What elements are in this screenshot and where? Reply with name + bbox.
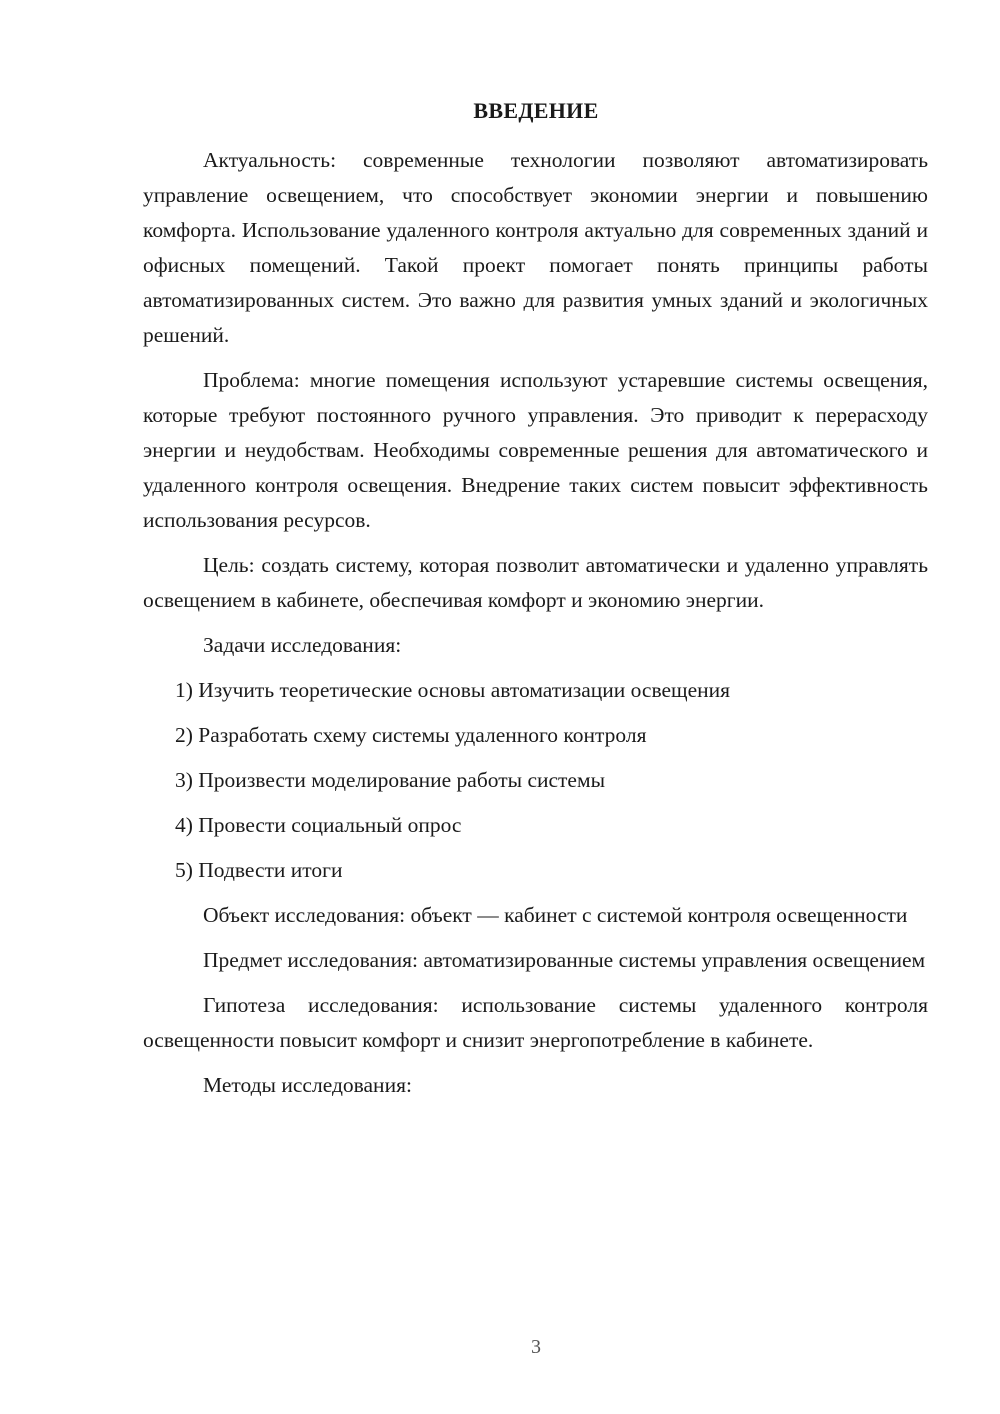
list-item: 3) Произвести моделирование работы системы [175,768,606,792]
paragraph-problem: Проблема: многие помещения используют устаревшие системы освещения, которые требуют постоянного ручного управления. Это приводит к перерасходу энергии и неудобствам. Необходимы современные решения для автоматического и удаленного контроля освещения. Внедрение таких систем повысит эффективность использования ресурсов. [143,368,928,532]
paragraph-subject: Предмет исследования: автоматизированные системы управления освещением [203,948,926,972]
section-heading: ВВЕДЕНИЕ [473,98,599,123]
paragraph-tasks-title: Задачи исследования: [203,633,402,657]
paragraph-hypothesis: Гипотеза исследования: использование системы удаленного контроля освещенности повысит комфорт и снизит энергопотребление в кабинете. [143,993,928,1052]
paragraph-object: Объект исследования: объект — кабинет с системой контроля освещенности [203,903,908,927]
tasks-list [143,673,928,888]
list-item: 2) Разработать схему системы удаленного контроля [175,723,647,747]
list-item: 5) Подвести итоги [175,858,343,882]
list-item: 1) Изучить теоретические основы автоматизации освещения [175,678,731,702]
paragraph-relevance: Актуальность: современные технологии позволяют автоматизировать управление освещением, что способствует экономии энергии и повышению комфорта. Использование удаленного контроля актуально для современных зданий и офисных помещений. Такой проект помогает понять принципы работы автоматизированных систем. Это важно для развития умных зданий и экологичных решений. [143,148,928,347]
list-item: 4) Провести социальный опрос [175,813,462,837]
paragraph-methods-title: Методы исследования: [203,1073,412,1097]
page-number: 3 [531,1336,541,1358]
paragraph-goal: Цель: создать систему, которая позволит автоматически и удаленно управлять освещением в кабинете, обеспечивая комфорт и экономию энергии. [143,553,928,612]
body-text [143,143,928,1103]
